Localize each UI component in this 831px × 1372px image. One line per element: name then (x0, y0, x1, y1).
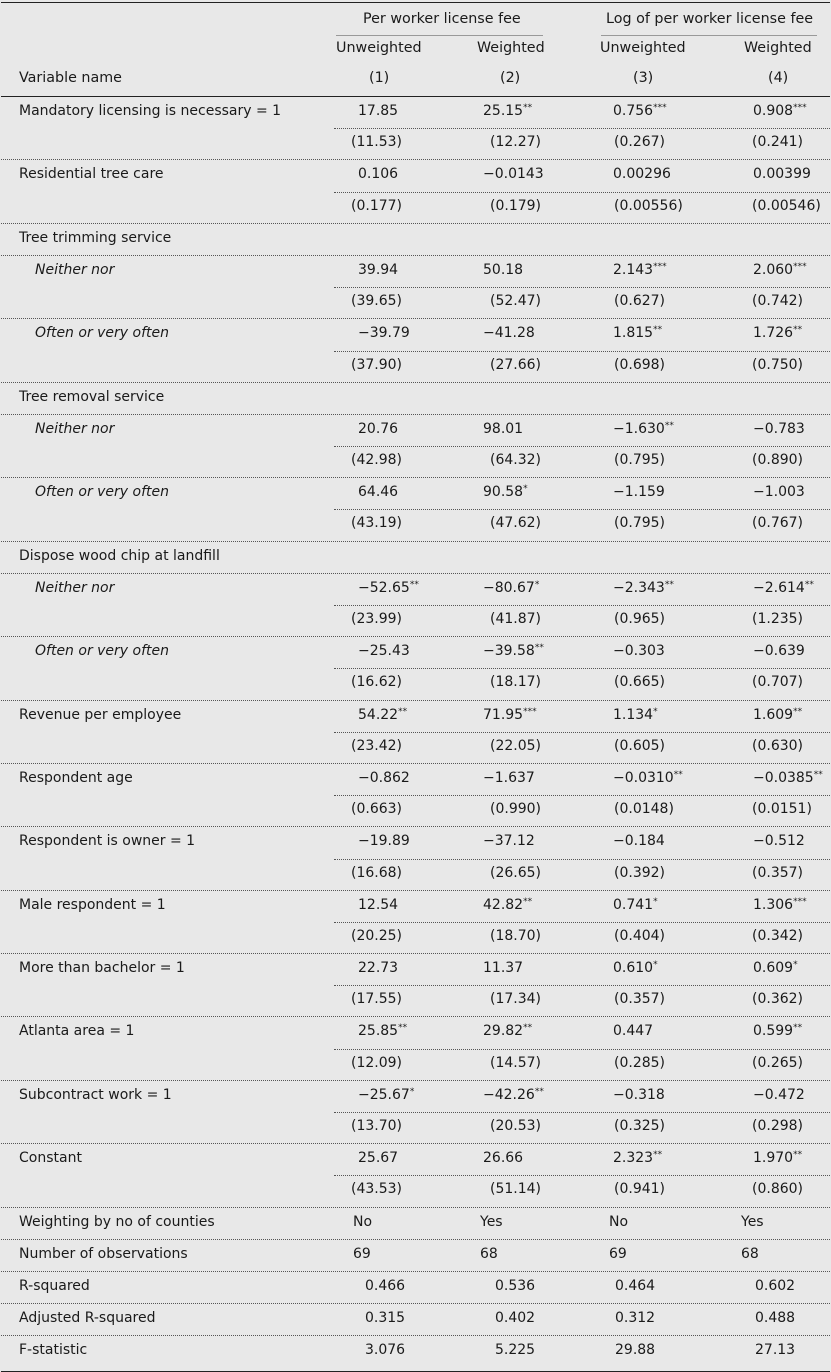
table-row (1, 97, 830, 128)
std-error-cell: (14.57) (490, 1054, 542, 1071)
coefficient-cell: −39.79 (358, 325, 410, 342)
significance-stars: *** (523, 706, 537, 717)
statistic-label: Adjusted R-squared (19, 1310, 156, 1327)
significance-stars: * (409, 1086, 415, 1097)
std-error-cell: (23.42) (351, 737, 403, 754)
coefficient-cell: 1.609** (753, 706, 803, 723)
std-error-cell: (1.235) (752, 611, 804, 627)
variable-label: Subcontract work = 1 (19, 1086, 172, 1103)
significance-stars: ** (804, 579, 814, 590)
table-row (1, 1017, 830, 1048)
coefficient-cell: −2.614** (753, 579, 814, 596)
significance-stars: ** (523, 103, 533, 113)
coefficient-cell: 26.66 (483, 1150, 524, 1167)
group-label: Tree removal service (19, 388, 165, 405)
std-error-cell: (52.47) (490, 293, 542, 310)
coefficient-cell: 1.815** (613, 325, 663, 342)
table-row (1, 1240, 830, 1272)
table-row (1, 542, 830, 574)
variable-label: Neither nor (35, 579, 115, 596)
statistic-label: Number of observations (19, 1245, 188, 1262)
std-error-cell: (0.990) (490, 801, 542, 818)
coefficient-cell: 17.85 (358, 103, 399, 119)
coefficient-cell: −0.0143 (483, 166, 544, 183)
coefficient-cell: 0.610* (613, 960, 658, 977)
statistic-value: 0.312 (615, 1310, 656, 1327)
significance-stars: * (653, 706, 658, 717)
variable-label: Revenue per employee (19, 706, 182, 723)
std-error-cell: (0.285) (614, 1054, 666, 1071)
group-header-per-worker-fee: Per worker license fee (363, 11, 521, 27)
coefficient-cell: −0.472 (753, 1086, 805, 1103)
coefficient-cell: 0.599** (753, 1023, 803, 1040)
coefficient-cell: −0.318 (613, 1086, 665, 1103)
table-row (1, 795, 830, 827)
std-error-cell: (0.357) (752, 864, 804, 881)
table-row (1, 1272, 830, 1304)
table-row (1, 922, 830, 954)
significance-stars: ** (409, 579, 419, 590)
coefficient-cell: 22.73 (358, 960, 399, 977)
coefficient-cell: −1.003 (753, 484, 805, 501)
std-error-cell: (51.14) (490, 1181, 542, 1198)
std-error-cell: (17.34) (490, 991, 542, 1008)
coefficient-cell: 1.970** (753, 1150, 803, 1167)
std-error-cell: (13.70) (351, 1118, 403, 1134)
std-error-cell: (0.742) (752, 293, 804, 310)
std-error-cell: (39.65) (351, 293, 403, 310)
table-row (1, 224, 830, 256)
statistic-label: R-squared (19, 1277, 90, 1294)
statistic-value: Yes (480, 1213, 503, 1230)
std-error-cell: (0.298) (752, 1118, 804, 1134)
group-header-log-fee: Log of per worker license fee (606, 11, 814, 27)
table-row (1, 383, 830, 415)
coefficient-cell: 1.306*** (753, 896, 807, 913)
table-row (1, 1175, 830, 1207)
table-row (1, 160, 830, 191)
coefficient-cell: −2.343** (613, 579, 674, 596)
coefficient-cell: 50.18 (483, 261, 524, 278)
group-label: Dispose wood chip at landfill (19, 547, 220, 564)
std-error-cell: (0.404) (614, 927, 666, 944)
std-error-cell: (0.795) (614, 515, 666, 532)
statistic-value: 5.225 (495, 1342, 536, 1359)
coefficient-cell: 64.46 (358, 484, 399, 501)
std-error-cell: (0.362) (752, 991, 804, 1008)
statistic-value: 69 (353, 1245, 371, 1262)
subhead-col4: Weighted (744, 40, 812, 56)
coefficient-cell: −41.28 (483, 325, 535, 342)
std-error-cell: (11.53) (351, 134, 403, 151)
statistic-value: No (609, 1213, 629, 1230)
variable-label: More than bachelor = 1 (19, 960, 185, 977)
regression-table (1, 2, 830, 1372)
coefficient-cell: 0.756*** (613, 103, 667, 119)
std-error-cell: (16.62) (351, 674, 403, 691)
table-row (1, 954, 830, 985)
table-row (1, 827, 830, 858)
statistic-value: 0.536 (495, 1277, 536, 1294)
table-row (1, 701, 830, 732)
significance-stars: *** (793, 103, 807, 113)
std-error-cell: (0.627) (614, 293, 666, 310)
coefficient-cell: 1.726** (753, 325, 803, 342)
col-num-3: (3) (633, 70, 654, 86)
table-row (1, 859, 830, 891)
statistic-value: No (353, 1213, 373, 1230)
table-row (1, 574, 830, 605)
significance-stars: *** (653, 103, 667, 113)
statistic-value: 0.402 (495, 1310, 536, 1327)
table-row (1, 415, 830, 446)
coefficient-cell: 2.060*** (753, 261, 807, 278)
coefficient-cell: −1.637 (483, 769, 535, 786)
std-error-cell: (47.62) (490, 515, 542, 532)
coefficient-cell: 0.00296 (613, 166, 671, 183)
table-row (1, 1081, 830, 1112)
std-error-cell: (0.860) (752, 1181, 804, 1198)
table-body (1, 97, 830, 1371)
significance-stars: * (653, 896, 658, 907)
col-num-2: (2) (500, 70, 521, 86)
std-error-cell: (0.750) (752, 356, 804, 373)
coefficient-cell: −0.639 (753, 643, 805, 660)
group-rule (601, 35, 817, 36)
std-error-cell: (12.09) (351, 1054, 403, 1071)
coefficient-cell: 0.609* (753, 960, 798, 977)
std-error-cell: (0.663) (351, 801, 403, 818)
table-row (1, 605, 830, 637)
coefficient-cell: 42.82** (483, 896, 533, 913)
coefficient-cell: −0.184 (613, 833, 665, 850)
coefficient-cell: 25.67 (358, 1150, 399, 1167)
std-error-cell: (0.767) (752, 515, 804, 532)
group-rule (336, 35, 543, 36)
table-row (1, 732, 830, 764)
table-row (1, 1049, 830, 1081)
std-error-cell: (0.177) (351, 197, 403, 214)
std-error-cell: (37.90) (351, 356, 403, 373)
coefficient-cell: 25.85** (358, 1023, 408, 1040)
subhead-col2: Weighted (477, 40, 545, 56)
table-row (1, 192, 830, 224)
table-row (1, 985, 830, 1017)
significance-stars: * (653, 960, 658, 971)
significance-stars: * (523, 484, 528, 495)
std-error-cell: (0.0148) (614, 801, 674, 818)
std-error-cell: (0.00546) (752, 197, 821, 214)
coefficient-cell: −0.0385** (753, 769, 823, 786)
significance-stars: ** (673, 769, 683, 780)
significance-stars: ** (534, 643, 544, 654)
statistic-value: 0.488 (755, 1310, 796, 1327)
std-error-cell: (42.98) (351, 452, 403, 469)
significance-stars: ** (813, 769, 823, 780)
std-error-cell: (0.0151) (752, 801, 812, 818)
std-error-cell: (0.392) (614, 864, 666, 881)
coefficient-cell: −37.12 (483, 833, 535, 850)
variable-label: Neither nor (35, 420, 115, 437)
coefficient-cell: 11.37 (483, 960, 524, 977)
table-row (1, 891, 830, 922)
coefficient-cell: 39.94 (358, 261, 399, 278)
variable-label: Often or very often (35, 484, 170, 501)
variable-label: Male respondent = 1 (19, 896, 166, 913)
coefficient-cell: 1.134* (613, 706, 658, 723)
coefficient-cell: 29.82** (483, 1023, 533, 1040)
coefficient-cell: 0.447 (613, 1023, 654, 1040)
group-label: Tree trimming service (19, 229, 172, 246)
table-row (1, 351, 830, 383)
statistic-value: 69 (609, 1245, 627, 1262)
std-error-cell: (0.325) (614, 1118, 666, 1134)
std-error-cell: (22.05) (490, 737, 542, 754)
variable-label: Residential tree care (19, 166, 164, 183)
significance-stars: ** (664, 579, 674, 590)
coefficient-cell: 71.95*** (483, 706, 537, 723)
std-error-cell: (0.890) (752, 452, 804, 469)
coefficient-cell: 25.15** (483, 103, 533, 119)
significance-stars: ** (653, 1150, 663, 1161)
table-row (1, 1304, 830, 1336)
std-error-cell: (0.267) (614, 134, 666, 151)
significance-stars: ** (653, 325, 663, 336)
std-error-cell: (0.698) (614, 356, 666, 373)
std-error-cell: (0.357) (614, 991, 666, 1008)
std-error-cell: (0.00556) (614, 197, 683, 214)
table-row (1, 1208, 830, 1240)
statistic-label: F-statistic (19, 1342, 88, 1359)
significance-stars: ** (523, 1023, 533, 1034)
coefficient-cell: −1.159 (613, 484, 665, 501)
subhead-col3: Unweighted (600, 40, 686, 56)
table-row (1, 446, 830, 478)
significance-stars: ** (664, 420, 674, 431)
variable-label: Often or very often (35, 325, 170, 342)
coefficient-cell: 90.58* (483, 484, 528, 501)
std-error-cell: (20.25) (351, 927, 403, 944)
statistic-value: 68 (480, 1245, 498, 1262)
std-error-cell: (23.99) (351, 611, 403, 627)
significance-stars: *** (793, 896, 807, 907)
statistic-value: Yes (741, 1213, 764, 1230)
std-error-cell: (0.707) (752, 674, 804, 691)
std-error-cell: (43.19) (351, 515, 403, 532)
table-row (1, 256, 830, 287)
significance-stars: ** (398, 1023, 408, 1034)
coefficient-cell: 20.76 (358, 420, 399, 437)
statistic-value: 3.076 (365, 1342, 406, 1359)
significance-stars: ** (793, 325, 803, 336)
std-error-cell: (41.87) (490, 611, 542, 627)
statistic-value: 27.13 (755, 1342, 796, 1359)
std-error-cell: (0.665) (614, 674, 666, 691)
table-header (1, 3, 830, 97)
statistic-label: Weighting by no of counties (19, 1213, 215, 1230)
coefficient-cell: −42.26** (483, 1086, 544, 1103)
std-error-cell: (0.795) (614, 452, 666, 469)
table-row (1, 637, 830, 668)
coefficient-cell: 2.143*** (613, 261, 667, 278)
table-row (1, 668, 830, 700)
std-error-cell: (0.965) (614, 611, 666, 627)
coefficient-cell: −1.630** (613, 420, 674, 437)
std-error-cell: (27.66) (490, 356, 542, 373)
table-row (1, 1112, 830, 1144)
significance-stars: ** (398, 706, 408, 717)
table-row (1, 128, 830, 160)
significance-stars: ** (534, 1086, 544, 1097)
table-row (1, 1144, 830, 1175)
variable-label: Atlanta area = 1 (19, 1023, 135, 1040)
std-error-cell: (18.17) (490, 674, 542, 691)
significance-stars: * (793, 960, 798, 971)
coefficient-cell: 98.01 (483, 420, 524, 437)
significance-stars: * (534, 579, 540, 590)
coefficient-cell: −0.303 (613, 643, 665, 660)
std-error-cell: (20.53) (490, 1118, 542, 1134)
variable-label: Constant (19, 1150, 82, 1167)
variable-label: Neither nor (35, 261, 115, 278)
variable-label: Often or very often (35, 643, 170, 660)
coefficient-cell: 54.22** (358, 706, 408, 723)
statistic-value: 29.88 (615, 1342, 656, 1359)
coefficient-cell: −0.862 (358, 769, 410, 786)
significance-stars: *** (793, 261, 807, 272)
std-error-cell: (64.32) (490, 452, 542, 469)
std-error-cell: (0.241) (752, 134, 804, 151)
coefficient-cell: −19.89 (358, 833, 410, 850)
std-error-cell: (17.55) (351, 991, 403, 1008)
std-error-cell: (0.342) (752, 927, 804, 944)
coefficient-cell: −0.783 (753, 420, 805, 437)
coefficient-cell: 0.741* (613, 896, 658, 913)
variable-label: Respondent is owner = 1 (19, 833, 196, 850)
coefficient-cell: −0.512 (753, 833, 805, 850)
variable-label: Mandatory licensing is necessary = 1 (19, 103, 282, 119)
coefficient-cell: −25.67* (358, 1086, 415, 1103)
significance-stars: ** (793, 706, 803, 717)
statistic-value: 0.315 (365, 1310, 406, 1327)
table-row (1, 764, 830, 795)
variable-label: Respondent age (19, 769, 133, 786)
col-num-4: (4) (768, 70, 789, 86)
coefficient-cell: 0.106 (358, 166, 399, 183)
coefficient-cell: 2.323** (613, 1150, 663, 1167)
statistic-value: 0.464 (615, 1277, 656, 1294)
table-row (1, 478, 830, 509)
coefficient-cell: 12.54 (358, 896, 399, 913)
statistic-value: 0.466 (365, 1277, 406, 1294)
statistic-value: 0.602 (755, 1277, 796, 1294)
std-error-cell: (16.68) (351, 864, 403, 881)
coefficient-cell: 0.908*** (753, 103, 807, 119)
subhead-col1: Unweighted (336, 40, 422, 56)
table-row (1, 509, 830, 541)
coefficient-cell: 0.00399 (753, 166, 811, 183)
table-row (1, 319, 830, 350)
std-error-cell: (43.53) (351, 1181, 403, 1198)
std-error-cell: (0.605) (614, 737, 666, 754)
statistic-value: 68 (741, 1245, 759, 1262)
variable-name-header: Variable name (19, 70, 122, 86)
significance-stars: ** (793, 1150, 803, 1161)
std-error-cell: (0.630) (752, 737, 804, 754)
coefficient-cell: −39.58** (483, 643, 544, 660)
table-row (1, 287, 830, 319)
std-error-cell: (0.179) (490, 197, 542, 214)
coefficient-cell: −0.0310** (613, 769, 683, 786)
table-row (1, 1336, 830, 1371)
significance-stars: ** (793, 1023, 803, 1034)
significance-stars: ** (523, 896, 533, 907)
coefficient-cell: −52.65** (358, 579, 419, 596)
std-error-cell: (0.941) (614, 1181, 666, 1198)
coefficient-cell: −25.43 (358, 643, 410, 660)
coefficient-cell: −80.67* (483, 579, 540, 596)
std-error-cell: (12.27) (490, 134, 542, 151)
std-error-cell: (26.65) (490, 864, 542, 881)
std-error-cell: (18.70) (490, 927, 542, 944)
col-num-1: (1) (369, 70, 390, 86)
std-error-cell: (0.265) (752, 1054, 804, 1071)
significance-stars: *** (653, 261, 667, 272)
